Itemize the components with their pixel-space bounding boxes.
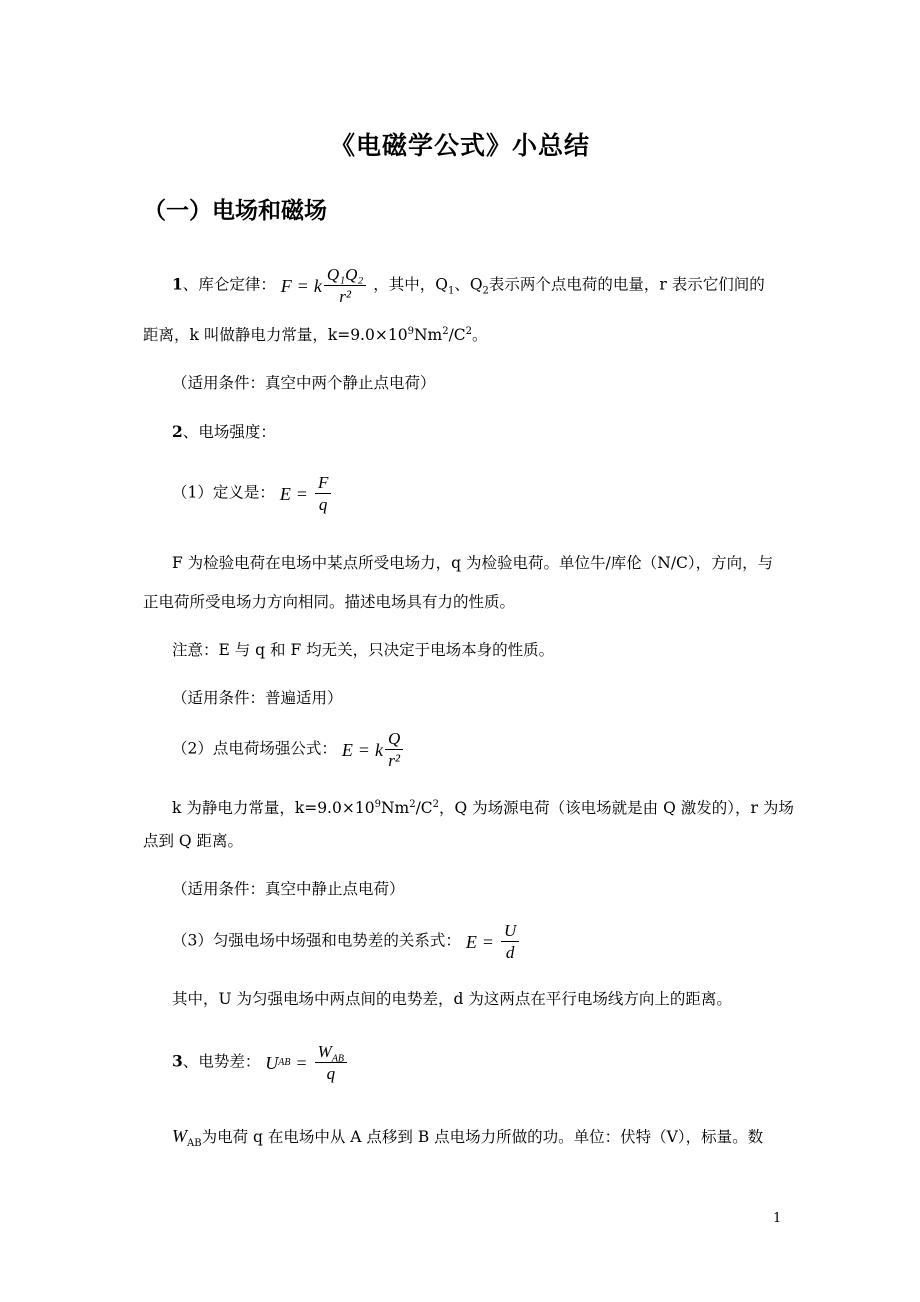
uniform-field-text: 其中，U 为匀强电场中两点间的电势差，d 为这两点在平行电场线方向上的距离。 xyxy=(172,990,732,1008)
coulomb-condition: （适用条件：真空中两个静止点电荷） xyxy=(172,374,436,392)
coulomb-law-line: 1、库仑定律： F = k $\frac{\text{Q₁Q₂}}{\text{r²}}$ ，其中，$Q_1$、$Q_2$表示两个点电荷的电量，r 表示它们间的 xyxy=(172,265,765,306)
point-charge-text-1: k 为静电力常量，$k=9.0\times 10^9Nm^2/C^2$，Q 为场源电荷（该电场就是由 Q 激发的），r 为场 xyxy=(172,798,794,817)
definition-formula: E = $\frac{F}{q}$ xyxy=(280,474,334,513)
definition-condition: （适用条件：普遍适用） xyxy=(172,689,343,707)
coulomb-law-line-2: 距离，k 叫做静电力常量，$k=9.0\times 10^9Nm^2/C^2$。 xyxy=(143,325,488,344)
point-charge-formula: E = k $\frac{Q}{\text{r²}}$ xyxy=(342,730,405,769)
page-number: 1 xyxy=(773,1211,782,1226)
definition-text-1: F 为检验电荷在电场中某点所受电场力，q 为检验电荷。单位牛/库伦（N/C），方向，与 xyxy=(172,554,774,572)
uniform-field-formula: E = $\frac{U}{d}$ xyxy=(466,922,521,961)
work-text: $W_{AB}$为电荷 q 在电场中从 A 点移到 B 点电场力所做的功。单位：伏特（V），标量。数 xyxy=(172,1126,764,1150)
definition-note: 注意：E 与 q 和 F 均无关，只决定于电场本身的性质。 xyxy=(172,641,555,659)
potential-difference-formula: U AB = $\frac{W_{AB}}{q}$ xyxy=(265,1043,349,1082)
definition-line: （1）定义是： E = $\frac{F}{q}$ xyxy=(172,474,333,513)
definition-text-2: 正电荷所受电场力方向相同。描述电场具有力的性质。 xyxy=(143,593,516,611)
section-heading: （一）电场和磁场 xyxy=(143,198,327,224)
point-charge-condition: （适用条件：真空中静止点电荷） xyxy=(172,880,405,898)
coulomb-formula: F = k $\frac{\text{Q₁Q₂}}{\text{r²}}$ xyxy=(281,266,369,305)
point-charge-text-2: 点到 Q 距离。 xyxy=(143,832,244,850)
field-strength-heading: 2、电场强度： xyxy=(172,422,276,441)
potential-difference-line: 3、电势差： U AB = $\frac{W_{AB}}{q}$ xyxy=(172,1043,349,1082)
document-title: 《电磁学公式》小总结 xyxy=(329,131,590,160)
item-label: 库仑定律： xyxy=(198,275,276,294)
point-charge-line: （2）点电荷场强公式： E = k $\frac{Q}{\text{r²}}$ xyxy=(172,730,405,769)
work-symbol: W xyxy=(172,1126,187,1146)
uniform-field-line: （3）匀强电场中场强和电势差的关系式： E = $\frac{U}{d}$ xyxy=(172,922,521,961)
item-number: 1 xyxy=(172,274,183,294)
